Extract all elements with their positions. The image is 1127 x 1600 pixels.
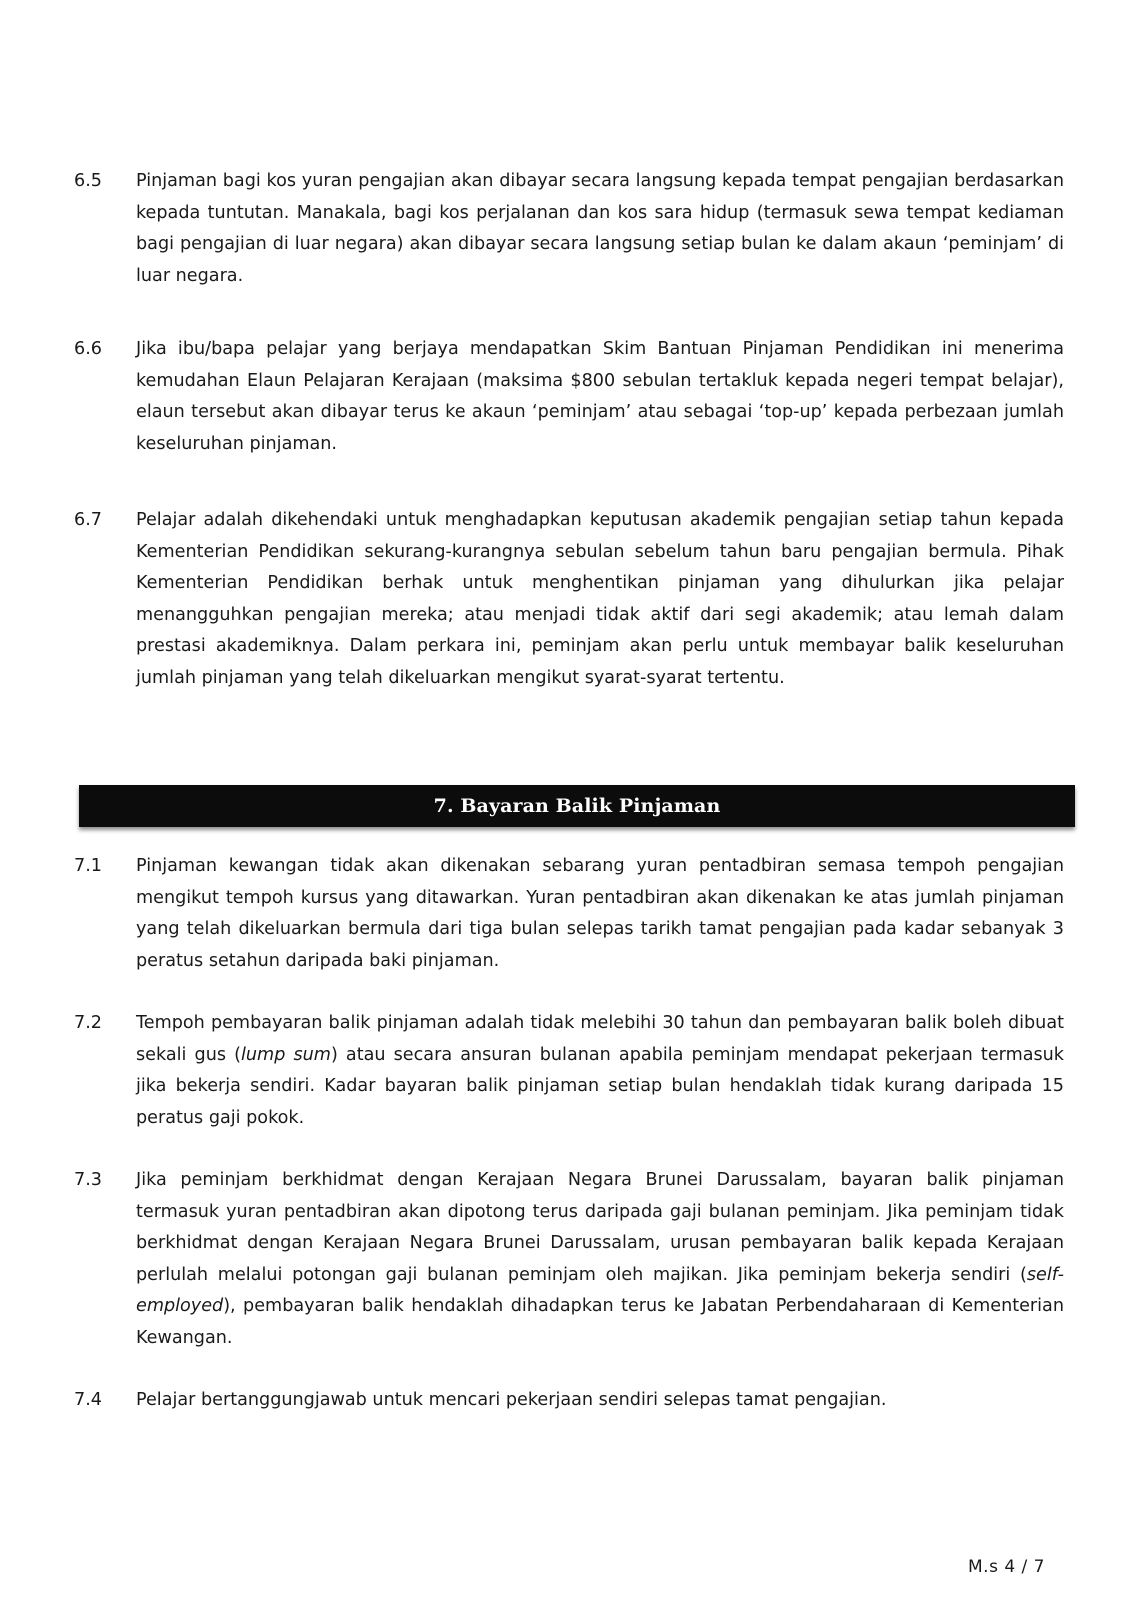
clause-text-italic: lump sum xyxy=(241,1044,331,1065)
clause-6-6 xyxy=(74,334,1064,460)
clause-number: 7.1 xyxy=(74,856,102,876)
clause-text-part: ), pembayaran balik hendaklah dihadapkan terus ke Jabatan Perbendaharaan di Kementerian Kewangan. xyxy=(136,1296,1064,1348)
clause-text: Pelajar bertanggungjawab untuk mencari pekerjaan sendiri selepas tamat pengajian. xyxy=(136,1390,887,1410)
clause-number: 7.4 xyxy=(74,1390,102,1410)
page-number: M.s 4 / 7 xyxy=(968,1557,1045,1577)
clause-number: 6.5 xyxy=(74,171,102,191)
clause-number: 7.2 xyxy=(74,1013,102,1033)
clause-number: 7.3 xyxy=(74,1170,102,1190)
clause-number: 6.6 xyxy=(74,339,102,359)
clause-text xyxy=(136,1008,1064,1134)
clause-text-part: Jika peminjam berkhidmat dengan Kerajaan Negara Brunei Darussalam, bayaran balik pinjaman termasuk yuran pentadbiran akan dipotong terus daripada gaji bulanan peminjam. Jika peminjam tidak berkhidmat dengan Kerajaan Negara Brunei Darussalam, urusan pembayaran balik kepada Kerajaan perlulah melalui potongan gaji bulanan peminjam oleh majikan. Jika peminjam bekerja sendiri ( xyxy=(136,1170,1064,1285)
clause-6-7 xyxy=(74,505,1064,694)
clause-6-5 xyxy=(74,166,1064,292)
clause-7-4 xyxy=(74,1385,1064,1417)
clause-text-italic: self-employed xyxy=(136,1264,1064,1316)
clause-text: Pinjaman bagi kos yuran pengajian akan dibayar secara langsung kepada tempat pengajian berdasarkan kepada tuntutan. Manakala, bagi kos perjalanan dan kos sara hidup (termasuk sewa tempat kediaman bagi pengajian di luar negara) akan dibayar secara langsung setiap bulan ke dalam akaun ‘peminjam’ di luar negara. xyxy=(136,171,1064,286)
clause-7-3 xyxy=(74,1165,1064,1354)
clause-text: Jika ibu/bapa pelajar yang berjaya mendapatkan Skim Bantuan Pinjaman Pendidikan ini menerima kemudahan Elaun Pelajaran Kerajaan (maksima $800 sebulan tertakluk kepada negeri tempat belajar), elaun tersebut akan dibayar terus ke akaun ‘peminjam’ atau sebagai ‘top-up’ kepada perbezaan jumlah keseluruhan pinjaman. xyxy=(136,339,1064,454)
clause-7-2 xyxy=(74,1008,1064,1134)
clause-number: 6.7 xyxy=(74,510,102,530)
clause-text: Pinjaman kewangan tidak akan dikenakan sebarang yuran pentadbiran semasa tempoh pengajian mengikut tempoh kursus yang ditawarkan. Yuran pentadbiran akan dikenakan ke atas jumlah pinjaman yang telah dikeluarkan bermula dari tiga bulan selepas tarikh tamat pengajian pada kadar sebanyak 3 peratus setahun daripada baki pinjaman. xyxy=(136,856,1064,971)
section-7-header xyxy=(79,785,1075,827)
section-title: 7. Bayaran Balik Pinjaman xyxy=(433,795,721,817)
clause-text-part: ) atau secara ansuran bulanan apabila peminjam mendapat pekerjaan termasuk jika bekerja sendiri. Kadar bayaran balik pinjaman setiap bulan hendaklah tidak kurang daripada 15 peratus gaji pokok. xyxy=(136,1044,1064,1128)
clause-text: Pelajar adalah dikehendaki untuk menghadapkan keputusan akademik pengajian setiap tahun kepada Kementerian Pendidikan sekurang-kurangnya sebulan sebelum tahun baru pengajian bermula. Pihak Kementerian Pendidikan berhak untuk menghentikan pinjaman yang dihulurkan jika pelajar menangguhkan pengajian mereka; atau menjadi tidak aktif dari segi akademik; atau lemah dalam prestasi akademiknya. Dalam perkara ini, peminjam akan perlu untuk membayar balik keseluruhan jumlah pinjaman yang telah dikeluarkan mengikut syarat-syarat tertentu. xyxy=(136,510,1064,688)
clause-7-1 xyxy=(74,851,1064,977)
clause-text-part: Tempoh pembayaran balik pinjaman adalah tidak melebihi 30 tahun dan pembayaran balik boleh dibuat sekali gus ( xyxy=(136,1013,1064,1065)
clause-text xyxy=(136,1165,1064,1354)
